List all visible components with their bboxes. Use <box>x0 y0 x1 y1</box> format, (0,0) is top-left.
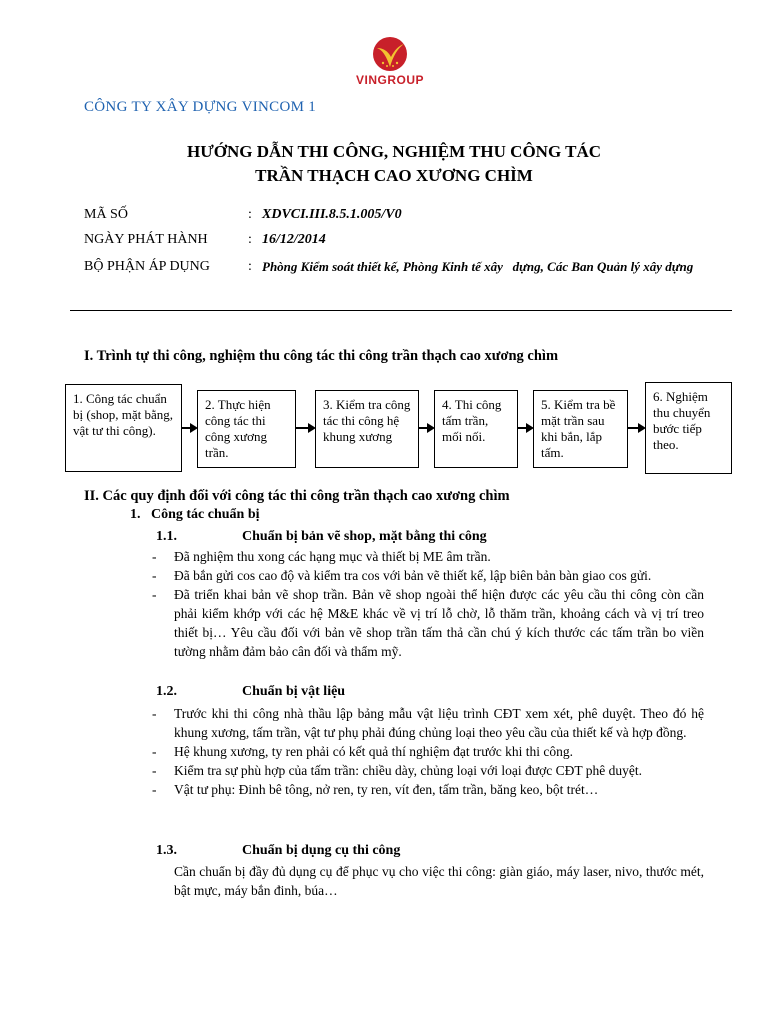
vingroup-emblem-icon <box>367 36 413 72</box>
flow-step-2: 2. Thực hiện công tác thi công xương trần. <box>197 390 296 468</box>
flow-step-1: 1. Công tác chuẩn bị (shop, mặt bằng, vật tư thi công). <box>65 384 182 472</box>
list-item: - Trước khi thi công nhà thầu lập bảng mẫu vật liệu trình CĐT xem xét, phê duyệt. Theo đó hệ khung xương, tấm trần, vật tư phụ phải đúng chủng loại theo yêu cầu của thiết kế và hợp đồng. <box>152 706 704 740</box>
meta-department: BỘ PHẬN ÁP DỤNG : Phòng Kiểm soát thiết kế, Phòng Kinh tế xây dựng, Các Ban Quản lý xây dựng <box>84 259 694 274</box>
meta-label: NGÀY PHÁT HÀNH <box>84 232 208 247</box>
subsection-1-1-list <box>152 547 704 661</box>
vingroup-logo <box>344 36 436 87</box>
subsection-1: 1. Công tác chuẩn bị <box>130 507 260 522</box>
list-item: - Đã triển khai bản vẽ shop trần. Bản vẽ shop ngoài thể hiện được các yêu cầu thi công còn cần phải kiểm khớp với các hệ M&E khác về vị trí lỗ chờ, lỗ thăm trần, khoảng cách và vị trí treo thiết bị… Yêu cầu đối với bản vẽ shop trần tấm thả cần chú ý kích thước các tấm trần bo viền tường nhằm đảm bảo cân đối và thẩm mỹ. <box>152 587 704 659</box>
meta-label: MÃ SỐ <box>84 207 128 222</box>
process-flowchart <box>0 380 768 480</box>
document-title-line-2: TRẦN THẠCH CAO XƯƠNG CHÌM <box>255 166 533 185</box>
subsection-1-2: 1.2. Chuẩn bị vật liệu <box>156 684 346 699</box>
flow-arrow <box>628 427 644 429</box>
logo-wordmark: VINGROUP <box>355 73 424 87</box>
subsection-1-3-text: Cần chuẩn bị đầy đủ dụng cụ để phục vụ cho việc thi công: giàn giáo, máy laser, nivo, thước mét, bật mực, máy bắn đinh, búa… <box>174 864 704 898</box>
flow-step-3: 3. Kiểm tra công tác thi công hệ khung xương <box>315 390 419 468</box>
list-item: - Đã bắn gửi cos cao độ và kiểm tra cos với bản vẽ thiết kế, lập biên bản bàn giao cos gửi. <box>152 568 652 583</box>
meta-value: 16/12/2014 <box>262 232 326 247</box>
flow-arrow <box>419 427 433 429</box>
list-item: - Đã nghiệm thu xong các hạng mục và thiết bị ME âm trần. <box>152 549 491 564</box>
flow-arrow <box>182 427 196 429</box>
flow-step-6: 6. Nghiệm thu chuyển bước tiếp theo. <box>645 382 732 474</box>
subsection-1-1: 1.1. Chuẩn bị bản vẽ shop, mặt bằng thi công <box>156 529 487 544</box>
flow-step-4: 4. Thi công tấm trần, mối nối. <box>434 390 518 468</box>
section-heading-1: I. Trình tự thi công, nghiệm thu công tác thi công trần thạch cao xương chìm <box>84 348 559 364</box>
flow-step-5: 5. Kiểm tra bề mặt trần sau khi bắn, lắp tấm. <box>533 390 628 468</box>
subsection-1-2-list <box>152 704 704 799</box>
document-title-line-1: HƯỚNG DẪN THI CÔNG, NGHIỆM THU CÔNG TÁC <box>186 142 602 161</box>
list-item: - Kiểm tra sự phù hợp của tấm trần: chiều dày, chủng loại với loại được CĐT phê duyệt. <box>152 763 642 778</box>
company-name: CÔNG TY XÂY DỰNG VINCOM 1 <box>84 99 317 115</box>
section-heading-2: II. Các quy định đối với công tác thi công trần thạch cao xương chìm <box>84 488 510 504</box>
flow-arrow <box>518 427 532 429</box>
subsection-1-3: 1.3. Chuẩn bị dụng cụ thi công <box>156 843 401 858</box>
list-item: - Vật tư phụ: Đinh bê tông, nở ren, ty ren, vít đen, tấm trần, băng keo, bột trét… <box>152 782 599 797</box>
meta-code: MÃ SỐ : XDVCI.III.8.5.1.005/V0 <box>84 207 402 222</box>
list-item: - Hệ khung xương, ty ren phải có kết quả thí nghiệm đạt trước khi thi công. <box>152 744 573 759</box>
meta-value: XDVCI.III.8.5.1.005/V0 <box>262 207 402 222</box>
divider <box>70 310 732 311</box>
meta-label: BỘ PHẬN ÁP DỤNG <box>84 259 210 274</box>
flow-arrow <box>296 427 314 429</box>
meta-date: NGÀY PHÁT HÀNH : 16/12/2014 <box>84 232 326 247</box>
meta-value: Phòng Kiểm soát thiết kế, Phòng Kinh tế xây dựng, Các Ban Quản lý xây dựng <box>262 259 694 274</box>
